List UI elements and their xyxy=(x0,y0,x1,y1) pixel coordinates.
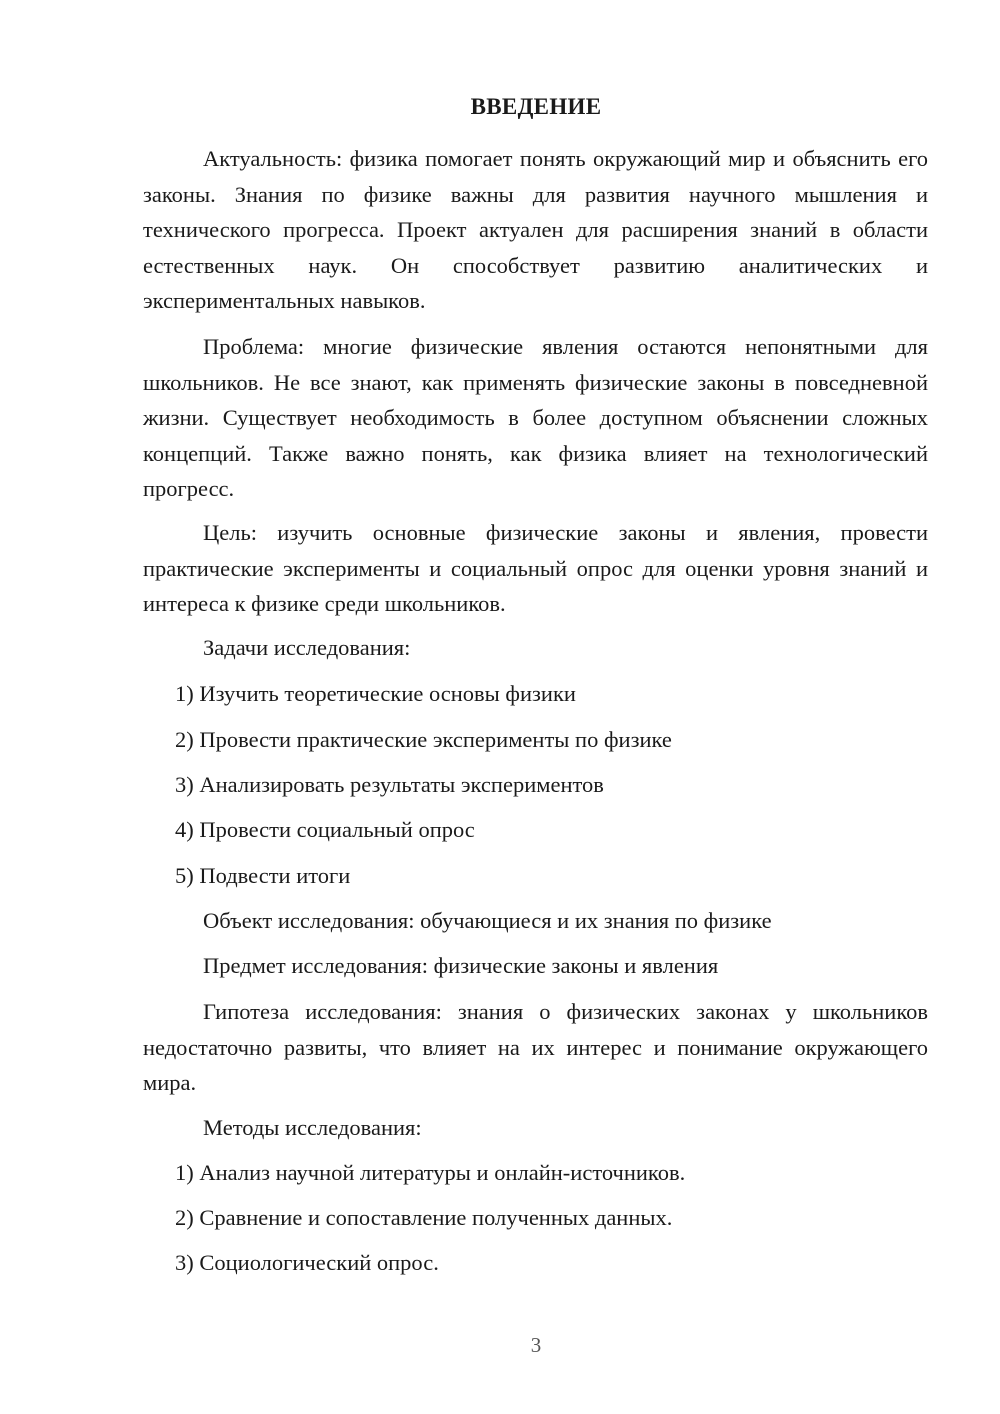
paragraph-goal: Цель: изучить основные физические законы и явления, провести практические эксперименты и социальный опрос для оценки уровня знаний и интереса к физике среди школьников. xyxy=(143,520,928,616)
list-item: 2) Сравнение и сопоставление полученных данных. xyxy=(175,1205,673,1230)
paragraph-subject: Предмет исследования: физические законы и явления xyxy=(203,953,719,978)
tasks-heading: Задачи исследования: xyxy=(203,635,411,660)
list-item: 1) Изучить теоретические основы физики xyxy=(175,681,576,706)
list-item: 5) Подвести итоги xyxy=(175,863,351,888)
list-item: 3) Социологический опрос. xyxy=(175,1250,439,1275)
list-item: 1) Анализ научной литературы и онлайн-источников. xyxy=(175,1160,686,1185)
page-title: ВВЕДЕНИЕ xyxy=(470,94,602,119)
paragraph-relevance: Актуальность: физика помогает понять окружающий мир и объяснить его законы. Знания по физике важны для развития научного мышления и технического прогресса. Проект актуален для расширения знаний в области естественных наук. Он способствует развитию аналитических и экспериментальных навыков. xyxy=(143,146,928,313)
list-item: 2) Провести практические эксперименты по физике xyxy=(175,727,672,752)
paragraph-object: Объект исследования: обучающиеся и их знания по физике xyxy=(203,908,772,933)
methods-heading: Методы исследования: xyxy=(203,1115,422,1140)
list-item: 4) Провести социальный опрос xyxy=(175,817,475,842)
list-item: 3) Анализировать результаты экспериментов xyxy=(175,772,604,797)
paragraph-hypothesis: Гипотеза исследования: знания о физических законах у школьников недостаточно развиты, что влияет на их интерес и понимание окружающего мира. xyxy=(143,999,928,1095)
page-number: 3 xyxy=(530,1333,542,1357)
paragraph-problem: Проблема: многие физические явления остаются непонятными для школьников. Не все знают, как применять физические законы в повседневной жизни. Существует необходимость в более доступном объяснении сложных концепций. Также важно понять, как физика влияет на технологический прогресс. xyxy=(143,334,928,501)
